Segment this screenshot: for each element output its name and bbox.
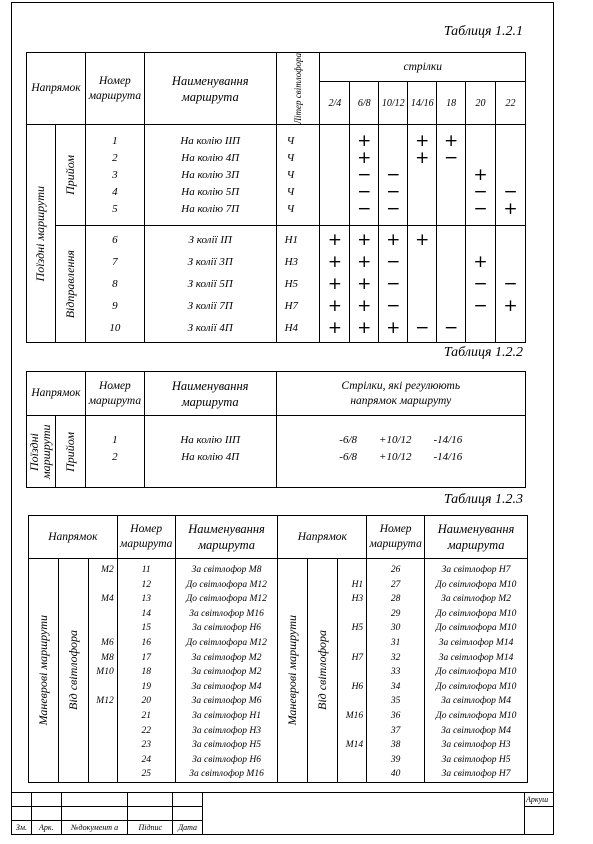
t1-switch-col-header: 20 <box>466 82 496 125</box>
switch-position-mark <box>408 276 436 293</box>
switch-position-mark <box>496 320 525 337</box>
route-number: 36 <box>390 710 401 721</box>
signal-name: М14 <box>345 740 364 751</box>
route-name: До світлофора М10 <box>435 579 517 590</box>
switch-position-mark <box>466 232 495 249</box>
route-name: До світлофора М10 <box>435 623 517 634</box>
signal-name <box>89 753 114 768</box>
switch-setting: -14/16 <box>433 434 463 446</box>
route-number: 26 <box>390 565 401 575</box>
route-number: 4 <box>112 185 118 198</box>
switch-position-mark: + <box>415 147 430 168</box>
t3-group-right: Маневрові маршрути <box>278 559 308 783</box>
t1-switch-col-header: 14/16 <box>408 82 437 125</box>
route-number: 24 <box>141 754 151 765</box>
route-number: 13 <box>141 594 151 605</box>
route-number: 16 <box>141 637 151 648</box>
signal-name <box>89 709 114 724</box>
route-number: 31 <box>390 637 401 648</box>
table-1-caption: Таблиця 1.2.1 <box>443 24 523 39</box>
stamp-zm: Зм. <box>12 821 32 835</box>
t1-switch-col-header: 22 <box>496 82 526 125</box>
route-name: До світлофора М10 <box>435 608 517 619</box>
stamp-data: Дата <box>173 821 203 835</box>
switch-position-mark: − <box>473 273 488 294</box>
switch-position-mark <box>379 150 407 167</box>
signal-name: М16 <box>345 710 364 721</box>
route-number: 39 <box>390 754 401 765</box>
switch-position-mark <box>320 201 349 218</box>
signal-name: М10 <box>96 667 114 678</box>
route-name: З колії 7П <box>187 299 233 312</box>
switch-position-mark: + <box>327 273 343 294</box>
route-number: 27 <box>390 579 401 590</box>
route-number: 18 <box>141 667 151 678</box>
route-name: З колії ІП <box>188 233 232 246</box>
route-name: За світлофор М16 <box>189 608 264 619</box>
table-2 <box>26 371 526 488</box>
route-name: З колії 4П <box>187 321 233 334</box>
switch-position-mark: − <box>473 181 488 202</box>
route-number: 14 <box>141 608 151 619</box>
t2-sub: Прийом <box>55 416 85 488</box>
switch-position-mark: − <box>503 181 518 202</box>
switch-position-mark: + <box>357 295 372 316</box>
route-name: До світлофора М12 <box>186 594 267 605</box>
switch-position-mark: + <box>473 251 488 272</box>
t1-switch-col-header: 6/8 <box>350 82 379 125</box>
route-name: На колію 5П <box>181 185 240 198</box>
switch-position-mark <box>466 320 495 337</box>
route-number: 10 <box>109 321 121 334</box>
switch-position-mark: − <box>444 147 459 168</box>
route-name: За світлофор М4 <box>441 725 511 736</box>
switch-position-mark: + <box>415 130 430 151</box>
t3-h-direction-left: Напрямок <box>29 516 118 559</box>
stamp-ndoc: №документ а <box>61 821 128 835</box>
route-name: За світлофор М14 <box>438 652 514 663</box>
switch-position-mark: − <box>386 273 401 294</box>
signal-letter: Ч <box>286 151 295 164</box>
signal-name <box>338 753 363 768</box>
signal-letter: Н4 <box>284 321 299 334</box>
route-number: 7 <box>112 255 118 268</box>
t1-h-direction: Напрямок <box>27 53 86 125</box>
switch-position-mark: − <box>386 295 401 316</box>
switch-setting: -14/16 <box>433 451 463 463</box>
switch-position-mark: + <box>357 229 372 250</box>
switch-position-mark: + <box>327 295 343 316</box>
route-name: На колію ІІП <box>180 434 241 446</box>
signal-name <box>338 563 363 578</box>
switch-position-mark: − <box>473 295 488 316</box>
route-number: 34 <box>390 681 401 692</box>
switch-position-mark: − <box>386 251 401 272</box>
switch-position-mark: + <box>386 229 401 250</box>
signal-letter: Ч <box>286 134 295 147</box>
route-number: 20 <box>141 696 151 707</box>
signal-name: Н3 <box>351 594 364 605</box>
route-number: 25 <box>141 769 151 780</box>
route-number: 29 <box>390 608 401 619</box>
route-number: 23 <box>141 740 151 751</box>
switch-position-mark <box>466 150 495 167</box>
signal-name <box>89 621 114 636</box>
route-number: 28 <box>390 594 401 605</box>
route-name: За світлофор Н3 <box>192 725 261 736</box>
route-name: На колію 7П <box>181 202 240 215</box>
route-number: 22 <box>141 725 151 736</box>
signal-letter: Ч <box>286 185 295 198</box>
switch-setting: +10/12 <box>379 451 412 463</box>
route-number: 2 <box>112 451 118 463</box>
switch-position-mark <box>408 298 436 315</box>
switch-position-mark: + <box>357 317 372 338</box>
route-number: 32 <box>390 652 401 663</box>
table-1 <box>26 52 526 343</box>
switch-position-mark: − <box>415 317 430 338</box>
signal-name: Н7 <box>351 652 364 663</box>
route-name: За світлофор М2 <box>441 594 511 605</box>
route-number: 1 <box>112 434 118 446</box>
signal-letter: Н1 <box>284 233 299 246</box>
route-name: До світлофора М12 <box>186 579 267 590</box>
table-3-caption: Таблиця 1.2.3 <box>443 492 523 507</box>
switch-position-mark <box>437 276 465 293</box>
signal-letter: Ч <box>286 202 295 215</box>
route-name: До світлофора М10 <box>435 681 517 692</box>
switch-position-mark <box>320 184 349 201</box>
switch-position-mark <box>496 232 525 249</box>
route-number: 9 <box>112 299 118 312</box>
switch-position-mark <box>496 167 525 184</box>
route-number: 30 <box>390 623 401 634</box>
route-number: 40 <box>390 769 401 780</box>
switch-position-mark: + <box>415 229 430 250</box>
route-name: За світлофор Н5 <box>441 754 511 765</box>
switch-position-mark: − <box>473 198 488 219</box>
route-number: 15 <box>141 623 151 634</box>
t1-switch-col-header: 10/12 <box>379 82 408 125</box>
route-name: За світлофор М14 <box>438 637 514 648</box>
route-name: До світлофора М10 <box>435 710 517 721</box>
switch-position-mark: + <box>503 198 518 219</box>
switch-position-mark: + <box>327 317 343 338</box>
signal-name: М8 <box>101 652 114 663</box>
switch-position-mark: − <box>386 198 401 219</box>
switch-position-mark <box>320 167 349 184</box>
signal-name: М4 <box>101 594 114 605</box>
signal-name: М12 <box>96 696 114 707</box>
switch-position-mark: − <box>386 164 401 185</box>
route-name: З колії 5П <box>187 277 233 290</box>
switch-position-mark: − <box>357 164 372 185</box>
route-name: За світлофор Н3 <box>441 740 511 751</box>
switch-position-mark <box>466 133 495 150</box>
signal-name <box>89 738 114 753</box>
t1-switch-col-header: 18 <box>437 82 466 125</box>
t3-sub-right: Від світлофора <box>308 559 338 783</box>
t3-h-name-left: Наименування маршрута <box>175 516 278 559</box>
signal-name <box>89 578 114 593</box>
switch-position-mark: − <box>444 317 459 338</box>
t1-switch-col-header: 2/4 <box>320 82 350 125</box>
t3-group-left: Маневрові маршрути <box>29 559 59 783</box>
t2-h-switches: Стрілки, які регулюють напрямок маршруту <box>276 372 525 416</box>
signal-letter: Ч <box>286 168 295 181</box>
route-name: За світлофор М4 <box>191 681 262 692</box>
switch-position-mark: + <box>386 317 401 338</box>
route-name: За світлофор М6 <box>191 696 262 707</box>
route-number: 17 <box>141 652 151 663</box>
switch-position-mark: + <box>473 164 488 185</box>
route-number: 38 <box>390 740 401 751</box>
switch-position-mark <box>496 254 525 271</box>
switch-position-mark: + <box>503 295 518 316</box>
route-name: За світлофор Н6 <box>192 623 261 634</box>
route-number: 35 <box>390 696 401 707</box>
t1-h-number: Номер маршрута <box>85 53 144 125</box>
route-name: За світлофор М2 <box>191 667 262 678</box>
signal-name: Н6 <box>351 681 364 692</box>
t1-h-litera: Літер світлофора <box>293 53 303 125</box>
route-name: За світлофор М8 <box>191 565 262 575</box>
signal-name <box>338 636 363 651</box>
switch-position-mark <box>437 184 465 201</box>
t2-group: Поїздні маршрути <box>27 416 56 488</box>
signal-letter: Н7 <box>284 299 299 312</box>
signal-name <box>338 665 363 680</box>
signal-letter: Н3 <box>284 255 299 268</box>
table-3 <box>28 515 528 783</box>
route-number: 12 <box>141 579 151 590</box>
switch-position-mark: + <box>327 229 343 250</box>
signal-name <box>89 724 114 739</box>
t2-h-number: Номер маршрута <box>85 372 144 416</box>
table-2-caption: Таблиця 1.2.2 <box>443 345 523 360</box>
switch-position-mark <box>437 201 465 218</box>
t3-h-direction-right: Напрямок <box>278 516 367 559</box>
t3-h-number-right: Номер маршрута <box>367 516 425 559</box>
route-name: За світлофор М2 <box>191 652 262 663</box>
route-name: За світлофор М16 <box>189 769 264 780</box>
switch-position-mark <box>408 201 436 218</box>
route-name: На колію 4П <box>181 151 240 164</box>
signal-name: М6 <box>101 637 114 648</box>
switch-position-mark: + <box>444 130 459 151</box>
t1-h-switches: стрілки <box>320 53 526 82</box>
switch-position-mark <box>408 167 436 184</box>
switch-position-mark: − <box>386 181 401 202</box>
route-name: За світлофор Н7 <box>441 565 511 575</box>
signal-name: М2 <box>101 565 114 575</box>
route-name: За світлофор М4 <box>441 696 511 707</box>
t2-h-name: Наименування маршрута <box>144 372 276 416</box>
stamp-pidpys: Підпис <box>128 821 173 835</box>
switch-position-mark: − <box>357 198 372 219</box>
route-name: За світлофор Н7 <box>441 769 511 780</box>
signal-name <box>338 767 363 782</box>
route-number: 5 <box>112 202 118 215</box>
switch-setting: -6/8 <box>339 451 358 463</box>
route-name: На колію 4П <box>181 451 240 463</box>
title-block <box>11 792 203 835</box>
route-number: 37 <box>390 725 401 736</box>
switch-position-mark <box>437 167 465 184</box>
route-name: З колії 3П <box>187 255 233 268</box>
switch-position-mark: − <box>357 181 372 202</box>
t2-h-direction: Напрямок <box>27 372 86 416</box>
signal-name: Н5 <box>351 623 364 634</box>
switch-position-mark: + <box>357 273 372 294</box>
t3-h-number-left: Номер маршрута <box>117 516 175 559</box>
route-number: 21 <box>141 710 151 721</box>
route-number: 3 <box>112 168 118 181</box>
route-name: За світлофор Н6 <box>192 754 261 765</box>
t1-group: Поїздні маршрути <box>27 125 56 343</box>
switch-setting: +10/12 <box>379 434 412 446</box>
signal-letter: Н5 <box>284 277 299 290</box>
switch-position-mark: + <box>357 130 372 151</box>
switch-setting: -6/8 <box>339 434 358 446</box>
route-name: На колію ІІП <box>180 134 241 147</box>
route-number: 6 <box>112 233 118 246</box>
signal-name: Н1 <box>351 579 364 590</box>
switch-position-mark <box>437 298 465 315</box>
signal-name <box>89 680 114 695</box>
switch-position-mark <box>408 184 436 201</box>
route-name: До світлофора М12 <box>186 637 267 648</box>
switch-position-mark: + <box>357 251 372 272</box>
switch-position-mark: + <box>327 251 343 272</box>
switch-position-mark <box>437 232 465 249</box>
switch-position-mark <box>408 254 436 271</box>
route-number: 1 <box>112 134 118 147</box>
route-number: 19 <box>141 681 151 692</box>
switch-position-mark <box>320 150 349 167</box>
t3-sub-left: Від світлофора <box>58 559 88 783</box>
signal-name <box>338 694 363 709</box>
t3-h-name-right: Наименування маршрута <box>425 516 528 559</box>
stamp-ark: Арк. <box>31 821 61 835</box>
signal-name <box>89 607 114 622</box>
t1-sub-priyom: Прийом <box>55 125 85 226</box>
switch-position-mark: − <box>503 273 518 294</box>
route-name: На колію 3П <box>181 168 240 181</box>
switch-position-mark <box>320 133 349 150</box>
switch-position-mark: + <box>357 147 372 168</box>
switch-position-mark <box>496 150 525 167</box>
switch-position-mark <box>437 254 465 271</box>
stamp-arkush: Аркуш <box>526 795 549 804</box>
route-number: 11 <box>141 565 151 575</box>
t1-h-name: Наименування маршрута <box>144 53 276 125</box>
switch-position-mark <box>496 133 525 150</box>
route-number: 33 <box>390 667 401 678</box>
route-number: 8 <box>112 277 118 290</box>
t1-sub-vidpr: Відправлення <box>55 226 85 343</box>
route-name: За світлофор Н1 <box>192 710 261 721</box>
route-name: За світлофор Н5 <box>192 740 261 751</box>
route-name: До світлофора М10 <box>435 667 517 678</box>
route-number: 2 <box>112 151 118 164</box>
switch-position-mark <box>379 133 407 150</box>
signal-name <box>338 724 363 739</box>
signal-name <box>338 607 363 622</box>
